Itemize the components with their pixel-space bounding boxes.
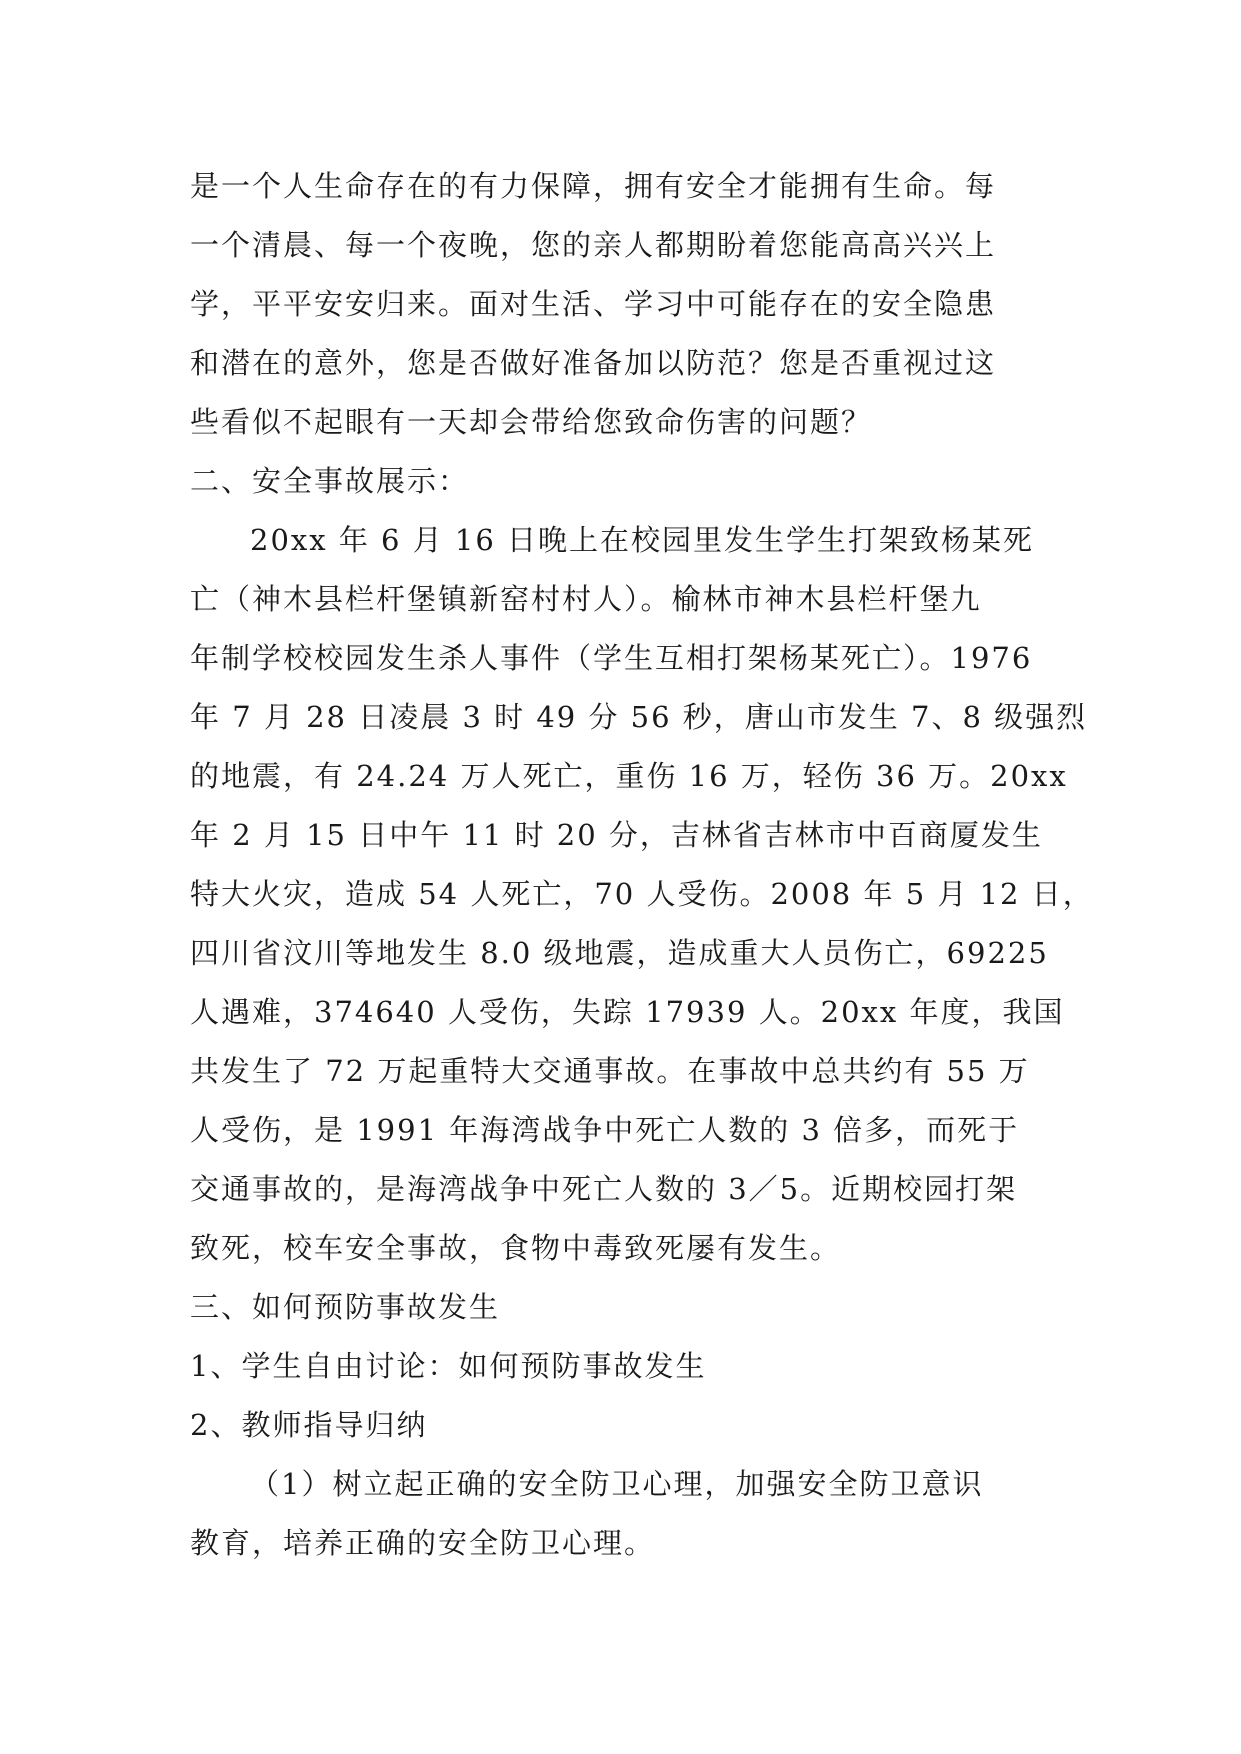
sub-item-paragraph bbox=[190, 1455, 1060, 1573]
text-line: 和潜在的意外，您是否做好准备加以防范？您是否重视过这 bbox=[190, 346, 997, 380]
section-heading-accidents bbox=[190, 452, 1060, 511]
list-item-text: 1、学生自由讨论：如何预防事故发生 bbox=[190, 1349, 707, 1383]
text-line: 致死，校车安全事故，食物中毒致死屡有发生。 bbox=[190, 1231, 842, 1265]
heading-text: 三、如何预防事故发生 bbox=[190, 1290, 501, 1324]
text-line: 年制学校校园发生杀人事件（学生互相打架杨某死亡）。1976 bbox=[190, 641, 1033, 675]
text-line: 交通事故的，是海湾战争中死亡人数的 3／5。近期校园打架 bbox=[190, 1172, 1018, 1206]
text-line: 特大火灾，造成 54 人死亡，70 人受伤。2008 年 5 月 12 日， bbox=[190, 877, 1094, 911]
text-line: 年 7 月 28 日凌晨 3 时 49 分 56 秒，唐山市发生 7、8 级强烈 bbox=[190, 700, 1088, 734]
list-item-text: 2、教师指导归纳 bbox=[190, 1408, 428, 1442]
text-line: 一个清晨、每一个夜晚，您的亲人都期盼着您能高高兴兴上 bbox=[190, 228, 997, 262]
text-line: 共发生了 72 万起重特大交通事故。在事故中总共约有 55 万 bbox=[190, 1054, 1030, 1088]
text-line: 人受伤，是 1991 年海湾战争中死亡人数的 3 倍多，而死于 bbox=[190, 1113, 1020, 1147]
list-item-discussion bbox=[190, 1337, 1060, 1396]
text-line: 学，平平安安归来。面对生活、学习中可能存在的安全隐患 bbox=[190, 287, 997, 321]
document-body bbox=[190, 157, 1094, 1573]
text-line: 四川省汶川等地发生 8.0 级地震，造成重大人员伤亡，69225 bbox=[190, 936, 1049, 970]
text-line: 20xx 年 6 月 16 日晚上在校园里发生学生打架致杨某死 bbox=[250, 523, 1035, 557]
intro-paragraph bbox=[190, 157, 1060, 452]
text-line: 人遇难，374640 人受伤，失踪 17939 人。20xx 年度，我国 bbox=[190, 995, 1065, 1029]
text-line: （1）树立起正确的安全防卫心理，加强安全防卫意识 bbox=[250, 1467, 984, 1501]
accident-paragraph bbox=[190, 511, 1094, 1278]
heading-text: 二、安全事故展示： bbox=[190, 464, 470, 498]
text-line: 亡（神木县栏杆堡镇新窑村村人）。榆林市神木县栏杆堡九 bbox=[190, 582, 982, 616]
text-line: 是一个人生命存在的有力保障，拥有安全才能拥有生命。每 bbox=[190, 169, 997, 203]
section-heading-prevention bbox=[190, 1278, 1060, 1337]
text-line: 教育，培养正确的安全防卫心理。 bbox=[190, 1526, 656, 1560]
text-line: 的地震，有 24.24 万人死亡，重伤 16 万，轻伤 36 万。20xx bbox=[190, 759, 1068, 793]
text-line: 些看似不起眼有一天却会带给您致命伤害的问题？ bbox=[190, 405, 873, 439]
text-line: 年 2 月 15 日中午 11 时 20 分，吉林省吉林市中百商厦发生 bbox=[190, 818, 1043, 852]
list-item-teacher-guidance bbox=[190, 1396, 1060, 1455]
